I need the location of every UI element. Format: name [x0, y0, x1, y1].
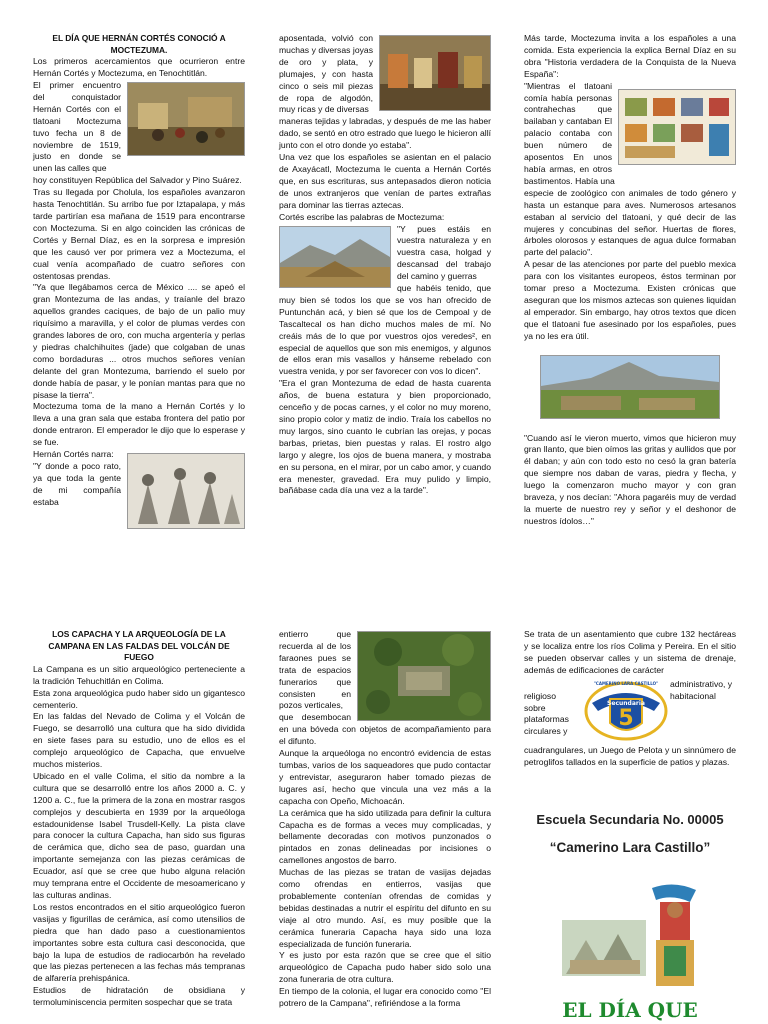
paragraph: Aunque la arqueóloga no encontró evidencia de estas tumbas, varios de los saqueadores que pudo contactar y entrevistar, aseguraron haber tomado piezas de lugares así, hecho que vincula una vez más a la capacha con Opeño, Michoacán. — [279, 748, 491, 806]
logo-row — [524, 677, 736, 741]
paragraph: Cortés escribe las palabras de Moctezuma: — [279, 211, 445, 222]
panel-capacha-burials — [279, 629, 491, 1010]
paragraph: Los restos encontrados en el sitio arqueológico fueron vasijas y figurillas de cerámica, así como utensilios de piedra que han dado paso a cuestionamientos importantes sobre esta cultura casi desconocida, que bajo la lupa de estudios de radiocarbón ha revelado que las piezas pertenecen a las fechas más tempranas de alfarería prehispánica. — [33, 901, 245, 984]
paragraph: En las faldas del Nevado de Colima y el Volcán de Fuego, se desarrolló una cultura que ha sido dividida en siete fases para su estudio, uno de ellos es el complejo arqueológico de Capacha, que envuelve muchos misterios. — [33, 711, 245, 770]
codex-painting-svg — [380, 36, 490, 110]
paragraph: cuadrangulares, un Juego de Pelota y un sinnúmero de petroglifos tallados en la superficie de patios y plazas. — [524, 744, 736, 767]
paragraph: Más tarde, Moctezuma invita a los españoles a una comida. Esta experiencia la explica Bernal Díaz en su obra "Historia verdadera de la Conquista de la Nueva España": — [524, 33, 736, 79]
meeting-painting-image — [127, 82, 245, 156]
panel-cover — [524, 629, 736, 768]
article-title: LOS CAPACHA Y LA ARQUEOLOGÍA DE LA CAMPANA EN LAS FALDAS DEL VOLCÁN DE FUEGO — [48, 629, 230, 663]
paragraph: que desembocan en una bóveda con objetos de acompañamiento para el difunto. — [279, 712, 491, 747]
paragraph: "Ya que llegábamos cerca de México .... se apeó el gran Montezuma de las andas, y traíanle del brazo aquellos grandes caciques, de bajo de un palio muy riquísimo a maravilla, y el color de plumas verdes con grandes labores de oro, con mucha argentería y perlas y piedras chalchihuites (jade) que colgaban de unas como bordaduras ... otros muchos señores venían delante del gran Montezuma, barriendo el suelo por donde había de pasar, y le ponían mantas para que no pisase la tierra". — [33, 282, 245, 400]
logo-word: Secundaria — [607, 699, 645, 707]
paragraph: Esta zona arqueológica pudo haber sido un gigantesco cementerio. — [33, 687, 245, 710]
paragraph: A pesar de las atenciones por parte del pueblo mexica para con los visitantes europeos, éstos terminan por tomar preso a Moctezuma. Existen crónicas que aseguran que los mismos aztecas son quienes liquidan al emperador. Sin embargo, hay otros textos que dicen que el tlatoani fue asesinado por los españoles, pues ya no les era útil. — [524, 259, 736, 341]
paragraph: Y es justo por esta razón que se cree que el sitio arqueológico de Capacha pudo haber sido solo una zona funeraria de otra cultura. — [279, 950, 491, 985]
paragraph: Tras su llegada por Cholula, los españoles avanzaron hasta Tenochtitlán. Su arribo fue por Iztapalapa, y más tarde partirían esa mañana de 1519 para encontrarse con Moctezuma. Si en algo coinciden las crónicas de Cortés y Bernal Díaz, es en la sorpresa e impresión que les causó ver por primera vez a Moctezuma, el cual venía acompañado de cuatro señores con ostentosas prendas. — [33, 187, 245, 281]
cover-title: EL DÍA QUE — [562, 998, 698, 1022]
paragraph: hoy constituyen República del Salvador y Pino Suárez. — [33, 175, 242, 186]
cover-illustration-svg — [556, 880, 706, 992]
volcano-ruins-image — [540, 355, 720, 419]
paragraph: "Y pues estáis en vuestra naturaleza y en vuestra casa, holgad y descansad del trabajo del camino y guerras — [397, 223, 491, 282]
logo-text: "CAMERINO LARA CASTILLO" — [593, 680, 659, 686]
panel-palace-banquet — [524, 33, 736, 528]
engraving-image — [127, 453, 245, 529]
paragraph: maneras tejidas y labradas, y después de me las haber dado, se sentó en otro estrado que luego le hicieron allí junto con el otro donde yo estaba". — [279, 116, 491, 151]
paragraph: La cerámica que ha sido utilizada para definir la cultura Capacha es de formas a veces muy complicadas, y bellamente decoradas con motivos punzonados o pintados en zonas delineadas por incisiones o camellones angostos de barro. — [279, 807, 491, 866]
panel-capacha-archaeology — [33, 629, 245, 1009]
paragraph: especie de zoológico con animales de todo género y hasta un estanque para aves. Numerosos artesanos estaban al servicio del tlatoani, y qué decir de las mujeres y concubinas del señor. Huertas de flores, árboles olorosos y estanques de agua dulce formaban parte del palacio". — [524, 187, 736, 258]
paragraph: "Era el gran Montezuma de edad de hasta cuarenta años, de buena estatura y bien proporcionado, cenceño y de pocas carnes, y el color no muy moreno, sino propio color y matiz de indio. Traía los cabellos no muy largos, sino cuanto le cubrían las orejas, y pocas barbas, prietas, bien puestas y ralas. El rostro algo largo y alegre, los ojos de buena manera, y mostraba en su persona, en el mirar, por un cabo amor, y cuando era menester, gravedad. Era muy pulido y limpio, bañábase cada día una vez a la tarde". — [279, 378, 491, 496]
school-logo — [584, 677, 668, 741]
aerial-site-svg — [358, 632, 490, 720]
paragraph: Moctezuma toma de la mano a Hernán Cortés y lo lleva a una gran sala que estaba frontera del patio por donde entraron. El emperador le dijo que lo esperase y se fue. — [33, 401, 245, 448]
paragraph: La Campana es un sitio arqueológico perteneciente a la tradición Tehuchitlán en Colima. — [33, 663, 245, 686]
paragraph: entierro que recuerda al de los faraones pues se trata de espacios funerarios que consisten en pozos verticales, — [279, 629, 351, 711]
paragraph: que habéis tenido, que muy bien sé todos los que se vos han ofrecido de Puntunchán acá, y bien sé que los de Cempoal y de Tascaltecal os han dicho muchos males de mí. No creáis más de lo que por vuestros ojos veredes², en especial de aquellos que son mis enemigos, y algunos de ellos eran mis vasallos y hánseme rebelado con vuestra venida, y por ser favorecer con vos lo dicen". — [279, 283, 491, 377]
paragraph: "Cuando así le vieron muerto, vimos que hicieron muy gran llanto, que bien oímos las gritas y aullidos que por él daban; y aún con todo esto no cesó la gran batería que siempre nos daban de varas, piedra y flecha, y luego la comenzaron mucho mayor y con gran braveza, y nos decían: "Ahora pagaréis muy de verdad la muerte de nuestro rey y señor y el deshonor de nuestros ídolos…" — [524, 432, 736, 526]
paragraph: "Y donde a poco rato, ya que toda la gente de mi compañía estaba — [33, 461, 121, 507]
school-name: Escuela Secundaria No. 00005 — [536, 812, 724, 827]
aerial-site-image — [357, 631, 491, 721]
paragraph: Los primeros acercamientos que ocurrieron entre Hernán Cortés y Moctezuma, en Tenochtitlán. — [33, 56, 245, 79]
codex-animals-svg — [619, 90, 735, 164]
paragraph-right: administrativo, y habitacional — [670, 678, 733, 701]
codex-animals-image — [618, 89, 736, 165]
school-shield-icon — [584, 677, 668, 741]
panel-cortes-moctezuma — [33, 33, 245, 531]
volcano-ruins-svg — [541, 356, 719, 418]
pyramid-volcano-svg — [280, 227, 390, 287]
article-title: EL DÍA QUE HERNÁN CORTÉS CONOCIÓ A MOCTEZUMA. — [52, 33, 226, 55]
paragraph: En tiempo de la colonia, el lugar era conocido como "El potrero de la Campana", refiriéndose a la forma — [279, 986, 491, 1009]
cover-illustration — [556, 880, 706, 992]
school-subtitle: “Camerino Lara Castillo” — [549, 840, 711, 855]
paragraph: "Mientras el tlatoani comía había personas contrahechas que bailaban y cantaban El palacio contaba con buen número de aposentos En unos había armas, en otros bastimentos. Había una — [524, 80, 615, 186]
paragraph: aposentada, volvió con muchas y diversas joyas de oro y plata, y plumajes, y con hasta cinco o seis mil piezas de ropa de algodón, muy ricas y de diversas — [279, 33, 373, 115]
engraving-svg — [128, 454, 244, 528]
meeting-painting-svg — [128, 83, 244, 155]
paragraph: Estudios de hidratación de obsidiana y termoluminiscencia permiten sospechar que se trata — [33, 985, 245, 1008]
pyramid-volcano-image — [279, 226, 391, 288]
panel-moctezuma-words — [279, 33, 491, 497]
codex-painting-image — [379, 35, 491, 111]
paragraph: Muchas de las piezas se tratan de vasijas dejadas como ofrendas en entierros, vasijas que probablemente contenían ofrendas de comidas y bebidas destinadas a nutrir el espíritu del difunto en su viaje al otro mundo. Así, es muy posible que la cerámica funeraria Capacha haya sido una loza especializada de función funeraria. — [279, 867, 491, 949]
paragraph-left: religioso sobre plataformas circulares y — [524, 690, 569, 737]
paragraph: Hernán Cortés narra: — [33, 449, 114, 460]
paragraph: Ubicado en el valle Colima, el sitio da nombre a la cultura que se desarrolló entre los años 2000 a. C. y 1200 a. C., fue la primera de la zona en mostrar rasgos complejos y descubierta en 1939 por la arqueóloga estadounidense Isabel Trusdell-Kelly. La pista clave para conocer la cultura Capacha, han sido sus figuras de cerámica que, dicho sea de paso, guardan una importante semejanza con las piezas cerámicas de Ecuador, así que se cree que hubo alguna relación muy temprana entre el Occidente de mesoamericano y las culturas andinas. — [33, 770, 245, 900]
paragraph: El primer encuentro del conquistador Hernán Cortés con el tlatoani Moctezuma tuvo fecha un 8 de noviembre de 1519, justo en donde se unen las calles que — [33, 80, 121, 174]
paragraph: Una vez que los españoles se asientan en el palacio de Axayácatl, Moctezuma le cuenta a Hernán Cortés que, en sus escrituras, sus antepasados dieron noticia de unos extranjeros que venían de partes extrañas para dominar las tierras aztecas. — [279, 152, 491, 210]
logo-number: 5 — [618, 705, 634, 731]
paragraph: Se trata de un asentamiento que cubre 132 hectáreas y se localiza entre los ríos Colima y Pereira. En el sitio se pueden observar calles y un sistema de drenaje, además de edificaciones de carácter — [524, 629, 736, 675]
